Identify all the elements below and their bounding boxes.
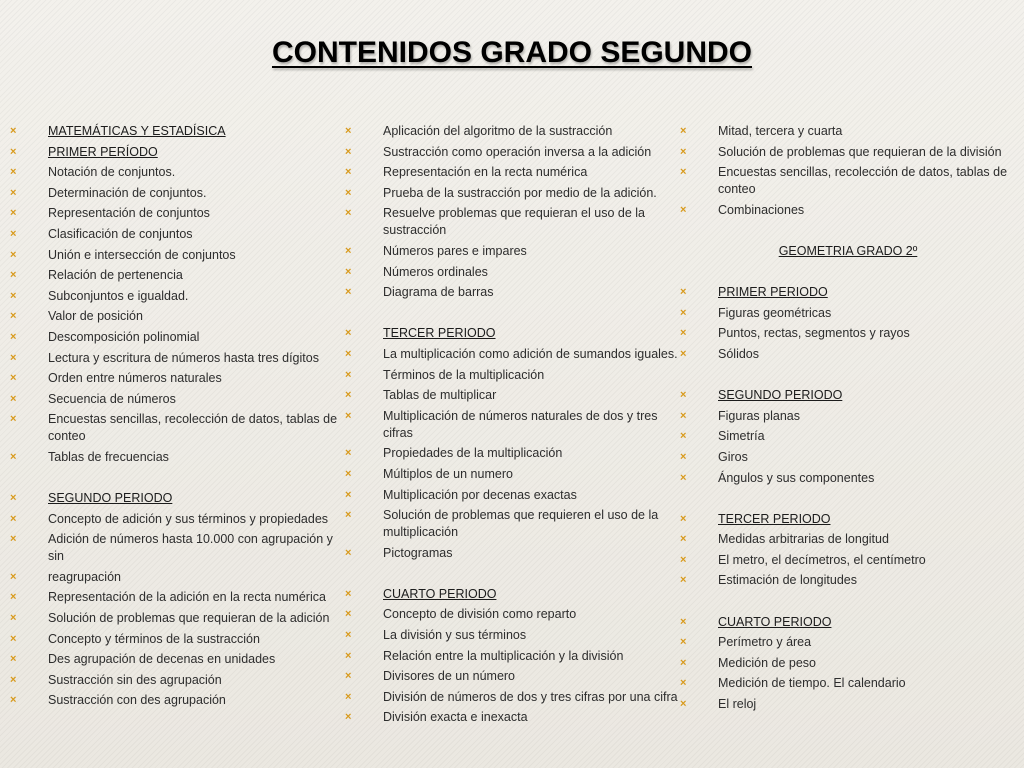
bullet-x-icon: × (680, 430, 687, 443)
bullet-x-icon: × (10, 694, 17, 707)
bullet-x-icon: × (345, 125, 352, 137)
list-item (345, 466, 680, 483)
list-item-text: Tablas de multiplicar (383, 388, 497, 403)
list-item-text: reagrupación (48, 569, 121, 584)
list-item (345, 545, 680, 562)
list-item-text: Simetría (718, 429, 765, 444)
list-item (345, 264, 680, 281)
list-item-text: Determinación de conjuntos. (48, 185, 207, 200)
bullet-x-icon: × (680, 615, 687, 628)
list-item (680, 428, 1016, 445)
list-item-text: Unión e intersección de conjuntos (48, 247, 236, 262)
list-item (10, 672, 344, 689)
list-item-text: SEGUNDO PERIODO (48, 491, 173, 506)
list-item-text: Multiplicación por decenas exactas (383, 487, 577, 502)
list-item-text: Encuestas sencillas, recolección de datos, tablas de conteo (718, 165, 1008, 197)
list-item (345, 689, 680, 706)
list-item-text: Solución de problemas que requieran de la adición (48, 611, 330, 626)
spacer (345, 565, 680, 582)
list-item (10, 308, 344, 325)
section-heading (10, 490, 344, 507)
section-heading (680, 284, 1016, 301)
list-item (680, 164, 1016, 198)
list-item (680, 449, 1016, 466)
list-item-text: SEGUNDO PERIODO (718, 388, 843, 403)
list-item-text: La multiplicación como adición de sumandos iguales. (383, 346, 678, 361)
list-item-text: Medición de peso (718, 655, 816, 670)
list-item (10, 185, 344, 202)
list-item (10, 288, 344, 305)
subject-heading (680, 243, 1016, 260)
list-item (680, 696, 1016, 713)
list-item-text: Aplicación del algoritmo de la sustracción (383, 124, 613, 138)
bullet-x-icon: × (345, 629, 352, 642)
list-item (10, 589, 344, 606)
list-item (345, 164, 680, 181)
list-item-text: Números pares e impares (383, 243, 527, 258)
bullet-x-icon: × (680, 286, 687, 299)
list-item-text: Ángulos y sus componentes (718, 470, 875, 485)
bullet-x-icon: × (10, 413, 17, 426)
spacer (680, 367, 1016, 384)
bullet-x-icon: × (345, 409, 352, 422)
list-item-text: Lectura y escritura de números hasta tres dígitos (48, 350, 319, 365)
list-item (345, 123, 680, 140)
bullet-x-icon: × (345, 608, 352, 621)
list-item (345, 387, 680, 404)
list-item-text: Des agrupación de decenas en unidades (48, 652, 276, 667)
bullet-x-icon: × (680, 533, 687, 546)
bullet-x-icon: × (680, 145, 687, 158)
bullet-x-icon: × (680, 636, 687, 649)
bullet-x-icon: × (345, 207, 352, 220)
list-item-text: PRIMER PERÍODO (48, 144, 158, 159)
list-item-text: Tablas de frecuencias (48, 449, 169, 464)
content-column-1 (10, 123, 344, 713)
section-heading (10, 144, 344, 161)
list-item-text: Sustracción sin des agrupación (48, 672, 222, 687)
list-item (345, 627, 680, 644)
list-item-text: La división y sus términos (383, 628, 527, 643)
list-item-text: Propiedades de la multiplicación (383, 446, 563, 461)
bullet-x-icon: × (680, 656, 687, 669)
bullet-x-icon: × (345, 145, 352, 158)
list-item (10, 164, 344, 181)
list-item-text: Representación en la recta numérica (383, 165, 588, 180)
list-item (345, 367, 680, 384)
spacer (680, 222, 1016, 239)
list-item-text: Subconjuntos e igualdad. (48, 288, 189, 303)
list-item (10, 569, 344, 586)
list-item (345, 346, 680, 363)
bullet-x-icon: × (10, 248, 17, 261)
list-item (345, 648, 680, 665)
list-item (680, 408, 1016, 425)
bullet-x-icon: × (10, 392, 17, 405)
bullet-x-icon: × (10, 591, 17, 604)
list-item-text: Concepto de adición y sus términos y propiedades (48, 511, 329, 526)
bullet-x-icon: × (10, 269, 17, 282)
list-item (345, 408, 680, 442)
list-item-text: Estimación de longitudes (718, 573, 857, 588)
slide-title: CONTENIDOS GRADO SEGUNDO (271, 36, 753, 69)
list-item (680, 552, 1016, 569)
list-item-text: Clasificación de conjuntos (48, 226, 193, 241)
bullet-x-icon: × (10, 533, 17, 546)
content-column-3 (680, 123, 1016, 717)
list-item-text: Múltiplos de un numero (383, 466, 513, 481)
list-item-text: GEOMETRIA GRADO 2º (778, 243, 918, 258)
list-item-text: Mitad, tercera y cuarta (718, 124, 843, 138)
list-item-text: Concepto de división como reparto (383, 607, 577, 622)
list-item (680, 202, 1016, 219)
bullet-x-icon: × (345, 649, 352, 662)
list-item-text: Concepto y términos de la sustracción (48, 631, 260, 646)
list-item-text: Orden entre números naturales (48, 371, 222, 386)
bullet-x-icon: × (680, 203, 687, 216)
list-item (345, 185, 680, 202)
list-item-text: Adición de números hasta 10.000 con agrupación y sin (48, 532, 333, 564)
bullet-x-icon: × (10, 227, 17, 240)
list-item (10, 651, 344, 668)
section-heading (345, 325, 680, 342)
bullet-x-icon: × (10, 512, 17, 525)
list-item-text: Números ordinales (383, 264, 488, 279)
bullet-x-icon: × (10, 186, 17, 199)
list-item-text: Resuelve problemas que requieran el uso de la sustracción (383, 206, 645, 238)
list-item-text: Giros (718, 449, 748, 464)
list-item (10, 631, 344, 648)
list-item (10, 449, 344, 466)
list-item (680, 144, 1016, 161)
bullet-x-icon: × (10, 166, 17, 179)
list-item (680, 346, 1016, 363)
list-item (680, 470, 1016, 487)
bullet-x-icon: × (680, 306, 687, 319)
bullet-x-icon: × (345, 368, 352, 381)
list-item-text: Combinaciones (718, 202, 805, 217)
bullet-x-icon: × (680, 389, 687, 402)
bullet-x-icon: × (10, 207, 17, 220)
list-item (345, 709, 680, 726)
list-item (10, 610, 344, 627)
list-item-text: Puntos, rectas, segmentos y rayos (718, 326, 910, 341)
list-item-text: CUARTO PERIODO (718, 614, 832, 629)
list-item (345, 205, 680, 239)
list-item (345, 606, 680, 623)
bullet-x-icon: × (10, 125, 17, 137)
list-item (680, 123, 1016, 140)
list-item (680, 655, 1016, 672)
bullet-x-icon: × (345, 488, 352, 501)
list-item-text: Perímetro y área (718, 635, 812, 650)
list-item-text: División de números de dos y tres cifras por una cifra (383, 689, 678, 704)
bullet-x-icon: × (10, 450, 17, 463)
list-item-text: Medidas arbitrarias de longitud (718, 532, 889, 547)
bullet-x-icon: × (10, 289, 17, 302)
list-item-text: Solución de problemas que requieren el uso de la multiplicación (383, 508, 659, 540)
bullet-x-icon: × (10, 351, 17, 364)
list-item (345, 507, 680, 541)
list-item-text: Valor de posición (48, 309, 143, 324)
list-item-text: PRIMER PERIODO (718, 285, 828, 300)
list-item (345, 243, 680, 260)
spacer (345, 305, 680, 322)
list-item (680, 634, 1016, 651)
list-item-text: División exacta e inexacta (383, 710, 528, 725)
bullet-x-icon: × (345, 286, 352, 299)
bullet-x-icon: × (680, 677, 687, 690)
list-item (680, 325, 1016, 342)
list-item-text: TERCER PERIODO (383, 326, 496, 341)
list-item-text: El metro, el decímetros, el centímetro (718, 552, 926, 567)
bullet-x-icon: × (10, 372, 17, 385)
list-item (10, 226, 344, 243)
bullet-x-icon: × (10, 570, 17, 583)
bullet-x-icon: × (10, 673, 17, 686)
bullet-x-icon: × (345, 509, 352, 522)
list-item-text: Relación de pertenencia (48, 268, 183, 283)
list-item-text: El reloj (718, 697, 757, 712)
list-item (10, 267, 344, 284)
section-heading (345, 586, 680, 603)
list-item (345, 487, 680, 504)
bullet-x-icon: × (10, 492, 17, 505)
bullet-x-icon: × (680, 553, 687, 566)
list-item-text: Relación entre la multiplicación y la división (383, 648, 624, 663)
spacer (10, 470, 344, 487)
list-item (10, 391, 344, 408)
bullet-x-icon: × (345, 347, 352, 360)
list-item (10, 531, 344, 565)
list-item-text: CUARTO PERIODO (383, 586, 497, 601)
list-item (345, 144, 680, 161)
list-item-text: Diagrama de barras (383, 285, 494, 300)
bullet-x-icon: × (10, 310, 17, 323)
list-item (10, 247, 344, 264)
bullet-x-icon: × (680, 698, 687, 711)
list-item-text: MATEMÁTICAS Y ESTADÍSICA (48, 124, 226, 138)
list-item (10, 692, 344, 709)
bullet-x-icon: × (345, 166, 352, 179)
list-item-text: Notación de conjuntos. (48, 165, 176, 180)
bullet-x-icon: × (10, 330, 17, 343)
bullet-x-icon: × (680, 450, 687, 463)
list-item-text: Descomposición polinomial (48, 329, 200, 344)
list-item (10, 205, 344, 222)
bullet-x-icon: × (345, 265, 352, 278)
list-item (10, 329, 344, 346)
bullet-x-icon: × (345, 447, 352, 460)
list-item (680, 305, 1016, 322)
list-item-text: Medición de tiempo. El calendario (718, 676, 906, 691)
bullet-x-icon: × (680, 166, 687, 179)
spacer (680, 490, 1016, 507)
bullet-x-icon: × (345, 244, 352, 257)
bullet-x-icon: × (345, 587, 352, 600)
list-item (10, 370, 344, 387)
bullet-x-icon: × (10, 653, 17, 666)
bullet-x-icon: × (10, 632, 17, 645)
list-item-text: TERCER PERIODO (718, 511, 831, 526)
list-item-text: Representación de conjuntos (48, 206, 210, 221)
bullet-x-icon: × (345, 389, 352, 402)
list-item-text: Sólidos (718, 346, 759, 361)
list-item-text: Términos de la multiplicación (383, 367, 545, 382)
list-item-text: Solución de problemas que requieran de la división (718, 144, 1002, 159)
list-item-text: Representación de la adición en la recta numérica (48, 590, 326, 605)
bullet-x-icon: × (345, 670, 352, 683)
list-item-text: Figuras planas (718, 408, 800, 423)
list-item (345, 284, 680, 301)
bullet-x-icon: × (345, 546, 352, 559)
spacer (680, 593, 1016, 610)
list-item-text: Prueba de la sustracción por medio de la adición. (383, 185, 657, 200)
list-item (680, 531, 1016, 548)
list-item (680, 675, 1016, 692)
section-heading (680, 511, 1016, 528)
list-item (10, 411, 344, 445)
list-item (10, 511, 344, 528)
list-item (345, 668, 680, 685)
bullet-x-icon: × (680, 125, 687, 137)
bullet-x-icon: × (345, 467, 352, 480)
bullet-x-icon: × (680, 574, 687, 587)
list-item-text: Secuencia de números (48, 391, 176, 406)
list-item-text: Pictogramas (383, 545, 453, 560)
list-item (680, 572, 1016, 589)
list-item-text: Sustracción con des agrupación (48, 693, 226, 708)
bullet-x-icon: × (345, 327, 352, 340)
bullet-x-icon: × (345, 711, 352, 724)
bullet-x-icon: × (680, 327, 687, 340)
section-heading (10, 123, 344, 140)
list-item-text: Encuestas sencillas, recolección de datos, tablas de conteo (48, 412, 338, 444)
bullet-x-icon: × (10, 612, 17, 625)
section-heading (680, 614, 1016, 631)
list-item-text: Multiplicación de números naturales de dos y tres cifras (383, 408, 658, 440)
bullet-x-icon: × (680, 409, 687, 422)
bullet-x-icon: × (345, 690, 352, 703)
bullet-x-icon: × (680, 512, 687, 525)
list-item-text: Figuras geométricas (718, 305, 832, 320)
list-item-text: Sustracción como operación inversa a la adición (383, 144, 652, 159)
content-column-2 (345, 123, 680, 730)
section-heading (680, 387, 1016, 404)
list-item (10, 350, 344, 367)
spacer (680, 264, 1016, 281)
bullet-x-icon: × (345, 186, 352, 199)
list-item-text: Divisores de un número (383, 669, 516, 684)
list-item (345, 445, 680, 462)
bullet-x-icon: × (680, 347, 687, 360)
bullet-x-icon: × (680, 471, 687, 484)
bullet-x-icon: × (10, 145, 17, 158)
